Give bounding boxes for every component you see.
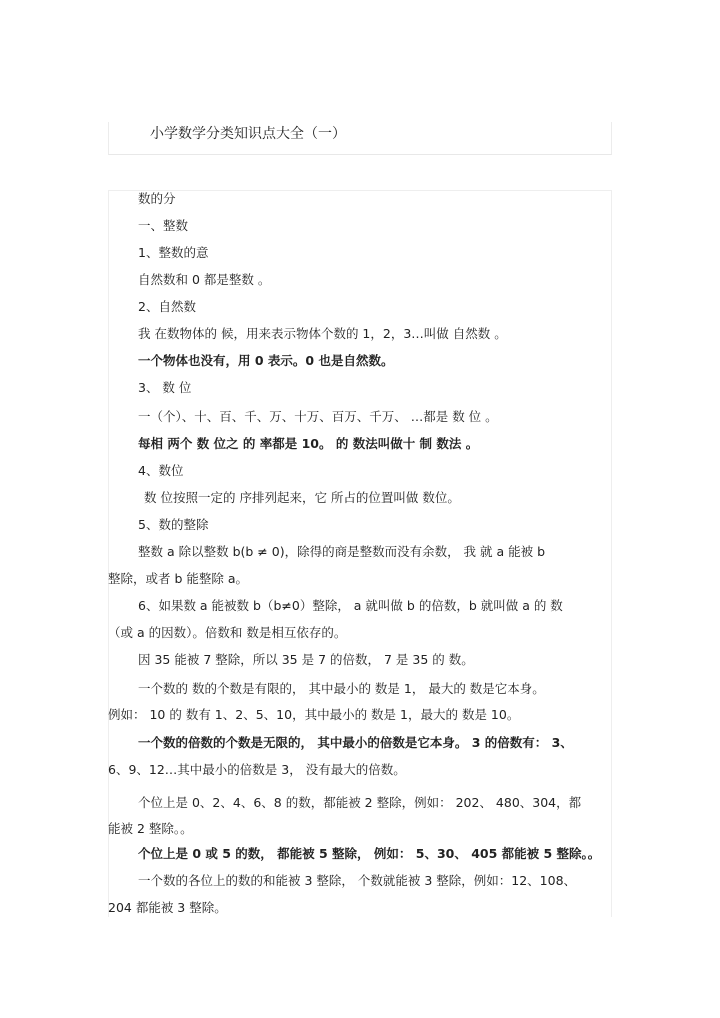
line-19: 例如： 10 的 数有 1、2、5、10，其中最小的 数是 1，最大的 数是 10。 — [108, 707, 520, 722]
line-17: 因 35 能被 7 整除，所以 35 是 7 的倍数， 7 是 35 的 数。 — [138, 652, 474, 667]
line-21: 6、9、12…其中最小的倍数是 3， 没有最大的倍数。 — [108, 762, 406, 777]
line-11: 数 位按照一定的 序排列起来，它 所占的位置叫做 数位。 — [144, 490, 460, 505]
line-23: 能被 2 整除。。 — [108, 821, 193, 836]
line-26: 204 都能被 3 整除。 — [108, 900, 227, 915]
line-3: 自然数和 0 都是整数 。 — [138, 272, 271, 287]
line-5: 我 在数物体的 候，用来表示物体个数的 1，2，3…叫做 自然数 。 — [138, 326, 507, 341]
line-22: 个位上是 0、2、4、6、8 的数，都能被 2 整除，例如： 202、 480、304，都 — [138, 795, 582, 810]
line-13: 整数 a 除以整数 b(b ≠ 0)，除得的商是整数而没有余数， 我 就 a 能被 b — [138, 544, 546, 559]
line-8: 一（个）、十、百、千、万、十万、百万、千万、 …都是 数 位 。 — [138, 409, 498, 424]
line-18: 一个数的 数的个数是有限的， 其中最小的 数是 1， 最大的 数是它本身。 — [138, 681, 545, 696]
line-25: 一个数的各位上的数的和能被 3 整除， 个数就能被 3 整除，例如：12、108、 — [138, 873, 577, 888]
line-2: 1、整数的意 — [138, 245, 209, 260]
line-10: 4、数位 — [138, 463, 184, 478]
line-7: 3、 数 位 — [138, 380, 192, 395]
line-1: 一、整数 — [138, 218, 189, 233]
line-15: 6、如果数 a 能被数 b（b≠0）整除， a 就叫做 b 的倍数，b 就叫做 a 的 数 — [138, 598, 563, 613]
line-24: 个位上是 0 或 5 的数， 都能被 5 整除， 例如： 5、30、 405 都能被 5 整除。。 — [138, 846, 601, 861]
line-16: （或 a 的因数）。倍数和 数是相互依存的。 — [108, 625, 347, 640]
line-4: 2、自然数 — [138, 299, 196, 314]
line-20: 一个数的倍数的个数是无限的， 其中最小的倍数是它本身。 3 的倍数有： 3、 — [138, 735, 573, 750]
line-14: 整除，或者 b 能整除 a。 — [108, 571, 249, 586]
page-title: 小学数学分类知识点大全（一） — [150, 126, 346, 142]
line-9: 每相 两个 数 位之 的 率都是 10。 的 数法叫做十 制 数法 。 — [138, 436, 479, 451]
line-12: 5、数的整除 — [138, 517, 209, 532]
line-0: 数的分 — [138, 191, 176, 206]
line-6: 一个物体也没有，用 0 表示。0 也是自然数。 — [138, 353, 394, 368]
